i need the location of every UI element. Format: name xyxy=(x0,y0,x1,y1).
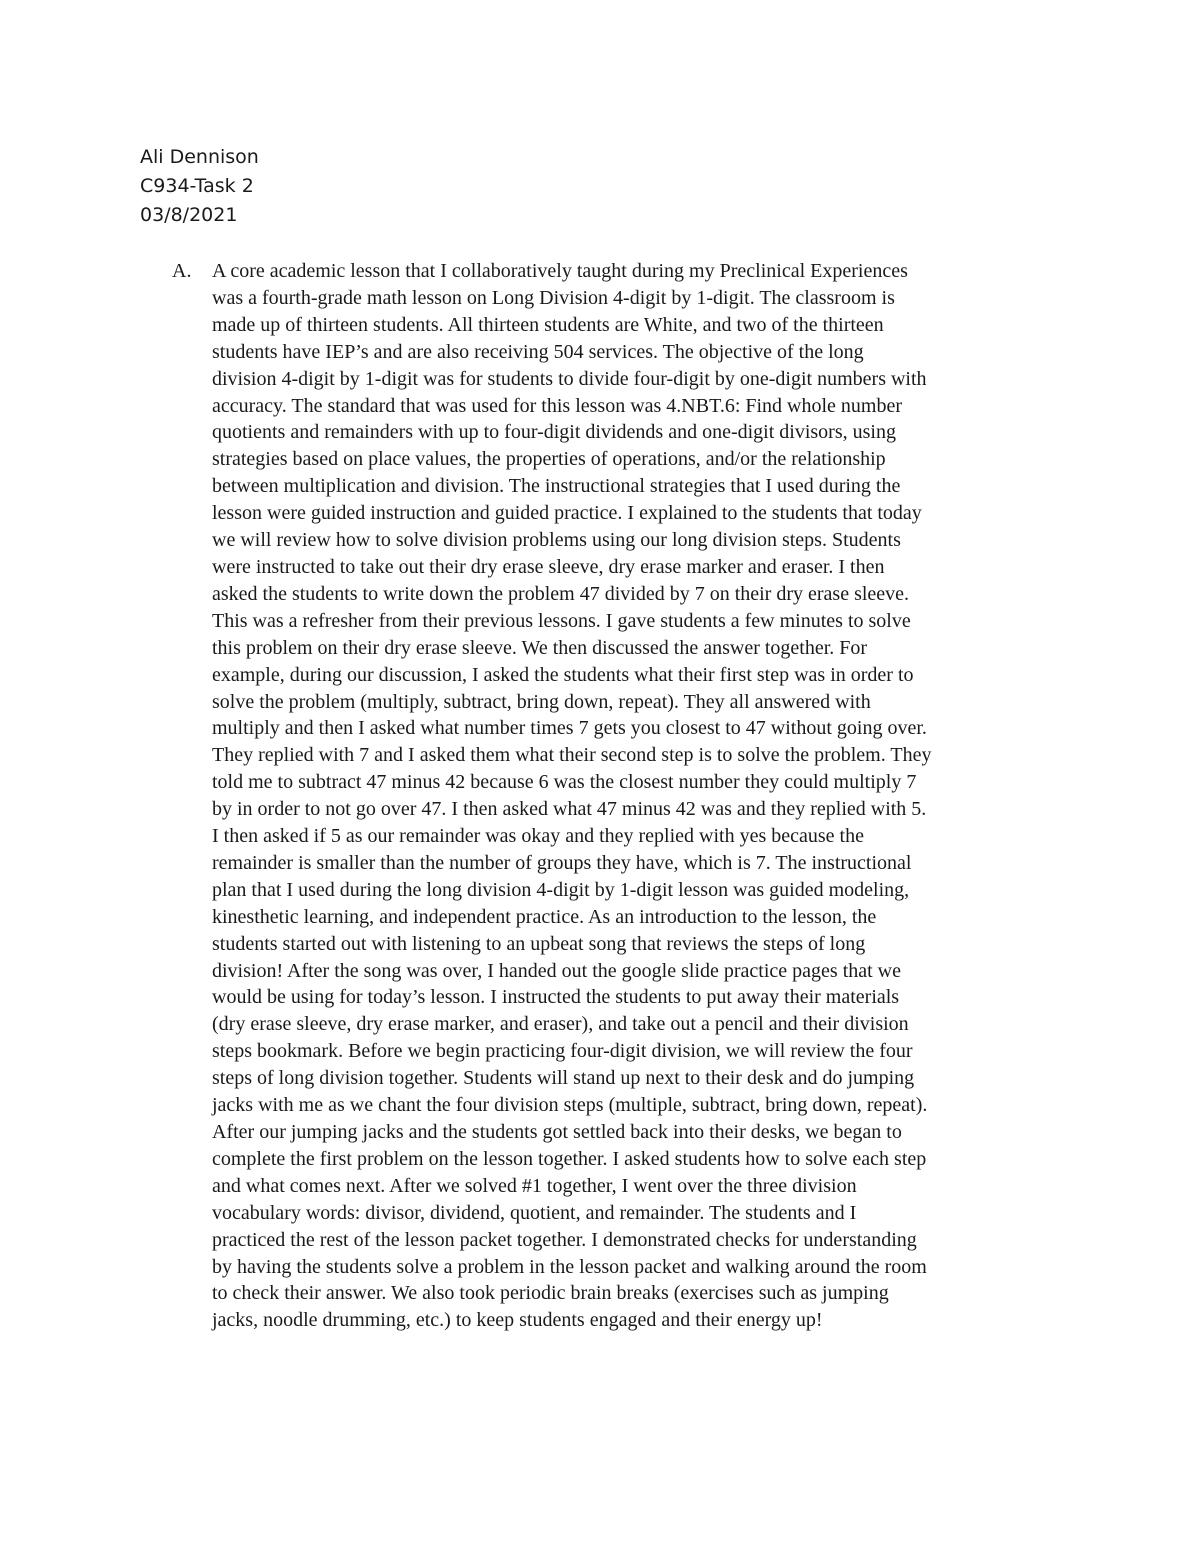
paragraph-line: this problem on their dry erase sleeve. We then discussed the answer together. For xyxy=(212,636,868,659)
paragraph-line: between multiplication and division. The instructional strategies that I used during the xyxy=(212,475,901,498)
section-a-paragraph xyxy=(212,258,1072,1334)
paragraph-line: practiced the rest of the lesson packet together. I demonstrated checks for understanding xyxy=(212,1228,917,1251)
paragraph-line: we will review how to solve division problems using our long division steps. Students xyxy=(212,529,901,552)
paragraph-line: After our jumping jacks and the students got settled back into their desks, we began to xyxy=(212,1121,902,1143)
paragraph-line: kinesthetic learning, and independent practice. As an introduction to the lesson, the xyxy=(212,905,877,928)
paragraph-line: told me to subtract 47 minus 42 because 6 was the closest number they could multiply 7 xyxy=(212,771,917,794)
paragraph-line: vocabulary words: divisor, dividend, quotient, and remainder. The students and I xyxy=(212,1201,857,1224)
paragraph-line: (dry erase sleeve, dry erase marker, and eraser), and take out a pencil and their division xyxy=(212,1013,909,1036)
paragraph-line: strategies based on place values, the properties of operations, and/or the relationship xyxy=(212,448,886,471)
paragraph-line: division! After the song was over, I handed out the google slide practice pages that we xyxy=(212,959,902,982)
paragraph-line: asked the students to write down the problem 47 divided by 7 on their dry erase sleeve. xyxy=(212,582,910,605)
paragraph-line: I then asked if 5 as our remainder was okay and they replied with yes because the xyxy=(212,825,864,848)
paragraph-line: plan that I used during the long division 4-digit by 1-digit lesson was guided modeling, xyxy=(212,878,910,901)
course-task: C934-Task 2 xyxy=(140,175,254,197)
paragraph-line: students started out with listening to an upbeat song that reviews the steps of long xyxy=(212,932,866,955)
paragraph-line: to check their answer. We also took periodic brain breaks (exercises such as jumping xyxy=(212,1282,889,1305)
list-marker: A. xyxy=(172,260,192,282)
paragraph-line: jacks with me as we chant the four division steps (multiple, subtract, bring down, repeat). xyxy=(212,1094,928,1117)
paragraph-line: They replied with 7 and I asked them what their second step is to solve the problem. They xyxy=(212,744,932,767)
paragraph-line: lesson were guided instruction and guided practice. I explained to the students that today xyxy=(212,502,922,525)
paragraph-line: solve the problem (multiply, subtract, bring down, repeat). They all answered with xyxy=(212,690,871,713)
paragraph-line: accuracy. The standard that was used for this lesson was 4.NBT.6: Find whole number xyxy=(212,394,903,417)
paragraph-line: by having the students solve a problem in the lesson packet and walking around the room xyxy=(212,1255,927,1278)
paragraph-line: complete the first problem on the lesson together. I asked students how to solve each step xyxy=(212,1147,927,1170)
paragraph-line: steps of long division together. Students will stand up next to their desk and do jumping xyxy=(212,1067,915,1090)
paragraph-line: quotients and remainders with up to four-digit dividends and one-digit divisors, using xyxy=(212,421,896,444)
paragraph-line: A core academic lesson that I collaboratively taught during my Preclinical Experiences xyxy=(212,260,908,282)
paragraph-line: multiply and then I asked what number times 7 gets you closest to 47 without going over. xyxy=(212,717,927,740)
paragraph-line: were instructed to take out their dry erase sleeve, dry erase marker and eraser. I then xyxy=(212,555,885,578)
paragraph-line: was a fourth-grade math lesson on Long Division 4-digit by 1-digit. The classroom is xyxy=(212,286,895,309)
paragraph-line: made up of thirteen students. All thirteen students are White, and two of the thirteen xyxy=(212,313,884,336)
paragraph-line: by in order to not go over 47. I then asked what 47 minus 42 was and they replied with 5. xyxy=(212,798,927,821)
paragraph-line: example, during our discussion, I asked the students what their first step was in order to xyxy=(212,663,914,686)
paragraph-line: This was a refresher from their previous lessons. I gave students a few minutes to solve xyxy=(212,609,911,632)
document-date: 03/8/2021 xyxy=(140,204,238,226)
paragraph-line: students have IEP’s and are also receiving 504 services. The objective of the long xyxy=(212,340,864,363)
paragraph-line: remainder is smaller than the number of groups they have, which is 7. The instructional xyxy=(212,851,912,874)
paragraph-line: jacks, noodle drumming, etc.) to keep students engaged and their energy up! xyxy=(212,1309,823,1332)
paragraph-line: and what comes next. After we solved #1 together, I went over the three division xyxy=(212,1174,857,1197)
document-header xyxy=(140,143,259,230)
paragraph-line: would be using for today’s lesson. I instructed the students to put away their materials xyxy=(212,986,900,1009)
author-name: Ali Dennison xyxy=(140,146,259,168)
paragraph-line: steps bookmark. Before we begin practicing four-digit division, we will review the four xyxy=(212,1040,913,1063)
paragraph-line: division 4-digit by 1-digit was for students to divide four-digit by one-digit numbers with xyxy=(212,367,927,390)
